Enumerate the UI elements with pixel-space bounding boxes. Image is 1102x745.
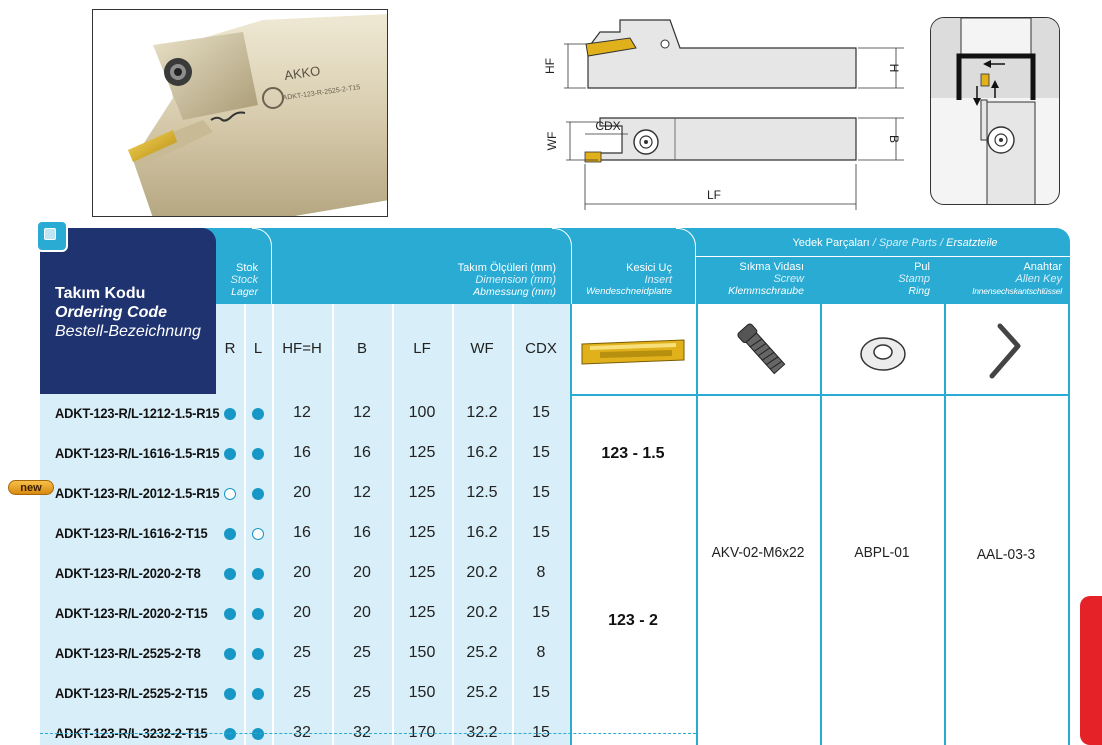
key-header: Anahtar Allen Key Innensechskantschlüssel: [972, 261, 1062, 296]
screw-header: Sıkma Vidası Screw Klemmschraube: [728, 261, 804, 297]
col-b: B: [356, 340, 367, 357]
catalog-icon: [36, 220, 68, 252]
stock-header: Stok Stock Lager: [230, 262, 258, 298]
cell-b: 20: [353, 564, 371, 581]
group-separator: [40, 733, 696, 734]
stock-l-indicator: [252, 408, 264, 420]
cell-wf: 20.2: [466, 564, 498, 581]
key-value: AAL-03-3: [976, 546, 1036, 563]
product-table: [40, 228, 1070, 745]
stamp-header: Pul Stamp Ring: [898, 261, 930, 297]
cell-lf: 125: [408, 444, 436, 461]
cell-lf: 125: [408, 604, 436, 621]
col-r: R: [224, 340, 236, 357]
cell-wf: 25.2: [466, 644, 498, 661]
cell-hf: 25: [293, 644, 311, 661]
cell-b: 25: [353, 684, 371, 701]
spare-parts-header: Yedek Parçaları / Spare Parts / Ersatzteile: [792, 237, 998, 249]
cell-wf: 20.2: [466, 604, 498, 621]
col-hf: HF=H: [282, 340, 322, 357]
cell-hf: 25: [293, 684, 311, 701]
insert-header: Kesici Uç Insert Wendeschneidplatte: [586, 262, 672, 297]
cell-wf: 12.5: [466, 484, 498, 501]
insert-icon: [580, 334, 686, 368]
cell-b: 20: [353, 604, 371, 621]
col-cdx: CDX: [525, 340, 557, 357]
cell-cdx: 15: [532, 724, 550, 741]
table-row: [40, 714, 570, 745]
cell-hf: 16: [293, 524, 311, 541]
screw-value: AKV-02-M6x22: [711, 544, 805, 561]
ordering-code: ADKT-123-R/L-1212-1.5-R15: [55, 405, 220, 421]
col-wf: WF: [470, 340, 494, 357]
cell-lf: 150: [408, 684, 436, 701]
title-tr: Takım Kodu: [55, 285, 146, 302]
cell-lf: 100: [408, 404, 436, 421]
stock-l-indicator: [252, 488, 264, 500]
stock-l-indicator: [252, 728, 264, 740]
cell-cdx: 15: [532, 484, 550, 501]
col-l: L: [253, 340, 263, 357]
table-row: [40, 474, 570, 514]
page-tab[interactable]: [1080, 596, 1102, 745]
table-row: [40, 594, 570, 634]
stock-r-indicator: [224, 648, 236, 660]
cell-hf: 20: [293, 564, 311, 581]
stock-l-indicator: [252, 568, 264, 580]
dim-lf: LF: [706, 188, 722, 202]
cell-hf: 16: [293, 444, 311, 461]
stock-l-indicator: [252, 528, 264, 540]
cell-hf: 12: [293, 404, 311, 421]
title-en: Ordering Code: [55, 304, 168, 321]
stock-l-indicator: [252, 608, 264, 620]
cell-cdx: 15: [532, 444, 550, 461]
cell-cdx: 15: [532, 684, 550, 701]
stock-l-indicator: [252, 648, 264, 660]
cell-wf: 16.2: [466, 524, 498, 541]
cell-b: 12: [353, 404, 371, 421]
ordering-code: ADKT-123-R/L-1616-1.5-R15: [55, 445, 220, 461]
dim-cdx: CDX: [595, 119, 621, 133]
stock-r-indicator: [224, 728, 236, 740]
table-row: [40, 514, 570, 554]
screw-icon: [734, 320, 790, 382]
cell-wf: 25.2: [466, 684, 498, 701]
stock-r-indicator: [224, 568, 236, 580]
insert-group-2: 123 - 2: [608, 612, 658, 629]
stock-r-indicator: [224, 408, 236, 420]
stamp-value: ABPL-01: [854, 544, 910, 561]
cell-lf: 125: [408, 524, 436, 541]
ordering-code-header: [40, 228, 216, 394]
product-photo: [92, 9, 388, 217]
ordering-code: ADKT-123-R/L-2525-2-T8: [55, 645, 201, 661]
dim-wf: WF: [545, 131, 559, 151]
header-separator: [676, 228, 696, 304]
cell-b: 32: [353, 724, 371, 741]
stock-l-indicator: [252, 688, 264, 700]
section-drawing: [930, 17, 1060, 205]
cell-lf: 150: [408, 644, 436, 661]
insert-group-1: 123 - 1.5: [601, 445, 665, 462]
stock-l-indicator: [252, 448, 264, 460]
ordering-code: ADKT-123-R/L-3232-2-T15: [55, 725, 208, 741]
stock-r-indicator: [224, 688, 236, 700]
ordering-code: ADKT-123-R/L-2020-2-T15: [55, 605, 208, 621]
cell-wf: 32.2: [466, 724, 498, 741]
ordering-code: ADKT-123-R/L-1616-2-T15: [55, 525, 208, 541]
cell-b: 16: [353, 524, 371, 541]
cell-wf: 16.2: [466, 444, 498, 461]
stock-r-indicator: [224, 448, 236, 460]
dim-b: B: [887, 134, 901, 144]
cell-b: 12: [353, 484, 371, 501]
ordering-code: ADKT-123-R/L-2525-2-T15: [55, 685, 208, 701]
tool-holder-illustration: [93, 10, 388, 217]
cell-b: 25: [353, 644, 371, 661]
title-de: Bestell-Bezeichnung: [55, 323, 201, 340]
cell-cdx: 15: [532, 404, 550, 421]
ordering-code: ADKT-123-R/L-2020-2-T8: [55, 565, 201, 581]
brand-engraving: AKKO: [283, 63, 322, 83]
cell-cdx: 8: [536, 644, 546, 661]
cell-lf: 170: [408, 724, 436, 741]
stock-r-indicator: [224, 528, 236, 540]
code-engraving: ADKT-123-R-2525-2-T15: [282, 84, 361, 102]
table-row: [40, 634, 570, 674]
table-row: [40, 434, 570, 474]
table-row: [40, 394, 570, 434]
stock-r-indicator: [224, 608, 236, 620]
cell-wf: 12.2: [466, 404, 498, 421]
cell-b: 16: [353, 444, 371, 461]
allen-key-icon: [984, 320, 1034, 380]
technical-drawing: [540, 8, 920, 218]
cell-lf: 125: [408, 484, 436, 501]
cell-lf: 125: [408, 564, 436, 581]
stock-r-indicator: [224, 488, 236, 500]
dim-h: H: [887, 63, 901, 73]
table-row: [40, 554, 570, 594]
col-lf: LF: [413, 340, 431, 357]
cell-hf: 20: [293, 604, 311, 621]
dim-hf: HF: [543, 58, 557, 74]
ordering-code: ADKT-123-R/L-2012-1.5-R15: [55, 485, 220, 501]
dimension-header: Takım Ölçüleri (mm) Dimension (mm) Abmessung (mm): [457, 262, 556, 298]
new-badge: new: [8, 480, 54, 495]
cell-hf: 20: [293, 484, 311, 501]
cell-cdx: 15: [532, 604, 550, 621]
cell-cdx: 15: [532, 524, 550, 541]
washer-icon: [857, 332, 909, 374]
table-row: [40, 674, 570, 714]
cell-hf: 32: [293, 724, 311, 741]
cell-cdx: 8: [536, 564, 546, 581]
